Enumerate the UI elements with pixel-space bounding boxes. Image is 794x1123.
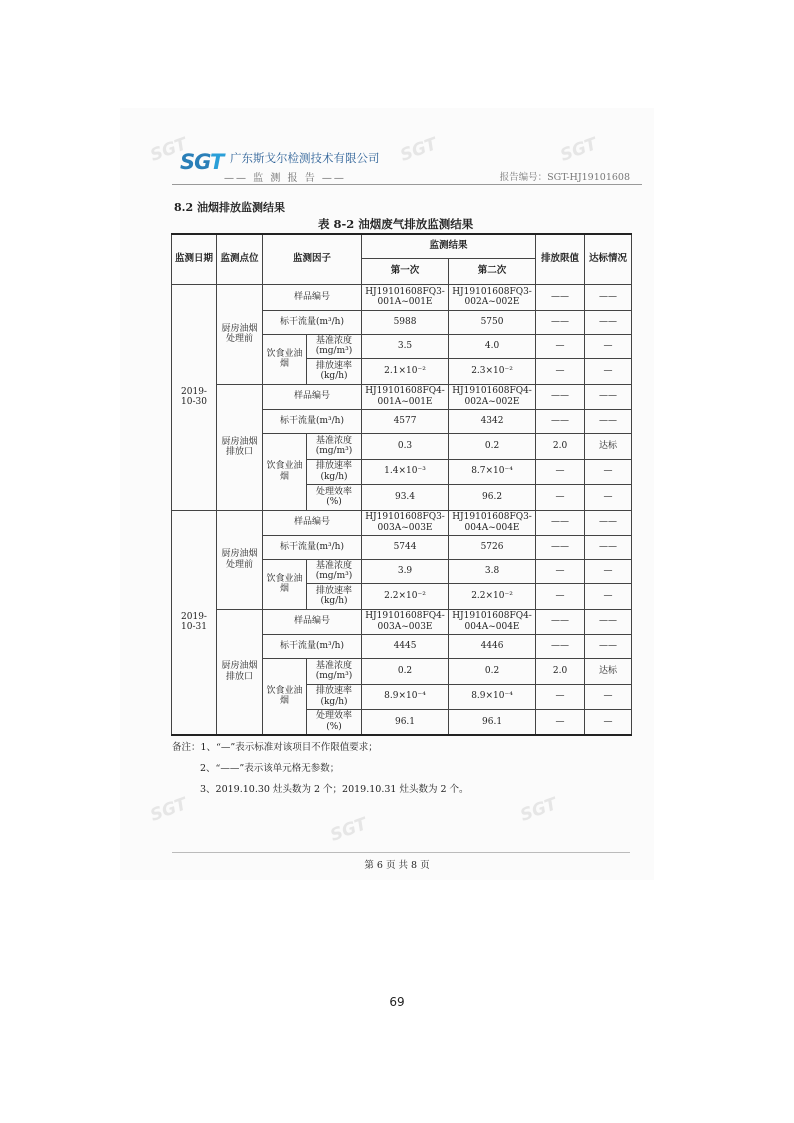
col-first: 第一次 bbox=[362, 258, 449, 284]
report-subtitle: —— 监 测 报 告 —— bbox=[224, 173, 346, 184]
report-number: 报告编号：SGT-HJ19101608 bbox=[499, 172, 630, 183]
col-status: 达标情况 bbox=[585, 234, 632, 284]
table-row: 饮食业油烟 基准浓度(mg/m³) 3.5 4.0 — — bbox=[172, 334, 632, 358]
watermark: SGT bbox=[397, 134, 440, 166]
table-row: 厨房油烟排放口 样品编号 HJ19101608FQ4-001A~001E HJ19101608FQ4-002A~002E —— —— bbox=[172, 384, 632, 409]
table-row: 标干流量(m³/h) 4445 4446 —— —— bbox=[172, 634, 632, 658]
table-row: 标干流量(m³/h) 5744 5726 —— —— bbox=[172, 535, 632, 559]
note-line: 3、2019.10.30 灶头数为 2 个；2019.10.31 灶头数为 2 个。 bbox=[200, 784, 469, 795]
table-row: 处理效率(%) 96.1 96.1 — — bbox=[172, 709, 632, 735]
company-name: 广东斯戈尔检测技术有限公司 bbox=[230, 151, 380, 165]
point-cell: 厨房油烟排放口 bbox=[217, 609, 263, 735]
date-cell: 2019-10-31 bbox=[172, 510, 217, 735]
table-row: 标干流量(m³/h) 4577 4342 —— —— bbox=[172, 409, 632, 433]
table-row: 排放速率(kg/h) 8.9×10⁻⁴ 8.9×10⁻⁴ — — bbox=[172, 684, 632, 709]
date-cell: 2019-10-30 bbox=[172, 284, 217, 510]
col-date: 监测日期 bbox=[172, 234, 217, 284]
table-row: 排放速率(kg/h) 2.1×10⁻² 2.3×10⁻² — — bbox=[172, 358, 632, 384]
col-result: 监测结果 bbox=[362, 234, 536, 258]
watermark: SGT bbox=[557, 134, 600, 166]
col-limit: 排放限值 bbox=[536, 234, 585, 284]
col-point: 监测点位 bbox=[217, 234, 263, 284]
company-logo: SGT bbox=[180, 150, 224, 174]
table-caption: 表 8-2 油烟废气排放监测结果 bbox=[318, 217, 474, 231]
watermark: SGT bbox=[147, 134, 190, 166]
watermark: SGT bbox=[147, 794, 190, 826]
point-cell: 厨房油烟排放口 bbox=[217, 384, 263, 510]
col-factor: 监测因子 bbox=[263, 234, 362, 284]
header-divider bbox=[172, 184, 642, 185]
table-notes bbox=[172, 737, 469, 800]
point-cell: 厨房油烟处理前 bbox=[217, 510, 263, 609]
note-line: 2、“——”表示该单元格无参数； bbox=[200, 763, 340, 774]
point-cell: 厨房油烟处理前 bbox=[217, 284, 263, 384]
table-row: 排放速率(kg/h) 2.2×10⁻² 2.2×10⁻² — — bbox=[172, 583, 632, 609]
table-row: 处理效率(%) 93.4 96.2 — — bbox=[172, 484, 632, 510]
col-second: 第二次 bbox=[449, 258, 536, 284]
table-row: 标干流量(m³/h) 5988 5750 —— —— bbox=[172, 310, 632, 334]
page-number: 69 bbox=[389, 995, 405, 1009]
table-row: 2019-10-30 厨房油烟处理前 样品编号 HJ19101608FQ3-001A~001E HJ19101608FQ3-002A~002E —— —— bbox=[172, 284, 632, 310]
note-line: 备注：1、“—”表示标准对该项目不作限值要求； bbox=[172, 742, 378, 753]
section-title: 8.2 油烟排放监测结果 bbox=[174, 201, 285, 214]
table-row: 饮食业油烟 基准浓度(mg/m³) 3.9 3.8 — — bbox=[172, 559, 632, 583]
table-row: 饮食业油烟 基准浓度(mg/m³) 0.3 0.2 2.0 达标 bbox=[172, 433, 632, 459]
watermark: SGT bbox=[327, 814, 370, 846]
table-row: 2019-10-31 厨房油烟处理前 样品编号 HJ19101608FQ3-003A~003E HJ19101608FQ3-004A~004E —— —— bbox=[172, 510, 632, 535]
footer-divider bbox=[172, 852, 630, 853]
table-row: 饮食业油烟 基准浓度(mg/m³) 0.2 0.2 2.0 达标 bbox=[172, 658, 632, 684]
watermark: SGT bbox=[517, 794, 560, 826]
page-footer: 第 6 页 共 8 页 bbox=[364, 860, 430, 871]
monitoring-table bbox=[171, 233, 632, 736]
table-row: 排放速率(kg/h) 1.4×10⁻³ 8.7×10⁻⁴ — — bbox=[172, 459, 632, 484]
table-row: 厨房油烟排放口 样品编号 HJ19101608FQ4-003A~003E HJ19101608FQ4-004A~004E —— —— bbox=[172, 609, 632, 634]
